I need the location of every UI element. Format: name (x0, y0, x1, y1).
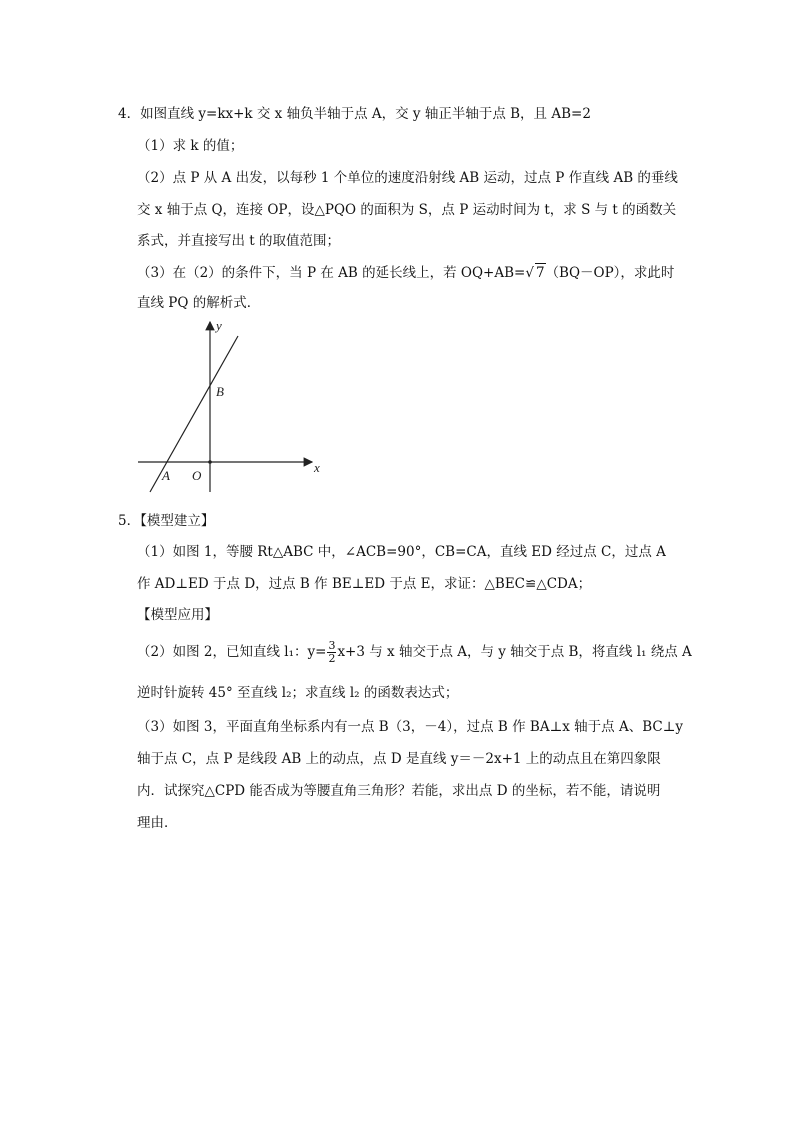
label-x: x (314, 460, 320, 475)
problem5-part1-line1: （1）如图 1，等腰 Rt△ABC 中，∠ACB=90°，CB=CA，直线 ED 经过点 C，过点 A (137, 544, 666, 560)
problem5-part2-line2: 逆时针旋转 45° 至直线 l₂；求直线 l₂ 的函数表达式； (137, 685, 459, 701)
problem4-part2-line3: 系式，并直接写出 t 的取值范围； (137, 233, 341, 249)
label-B: B (216, 384, 224, 399)
problem4-part3-pre: （3）在（2）的条件下，当 P 在 AB 的延长线上，若 OQ+AB= (137, 265, 526, 281)
problem4-part3-post: （BQ－OP），求此时 (545, 265, 675, 281)
problem4-stem: 4．如图直线 y=kx+k 交 x 轴负半轴于点 A，交 y 轴正半轴于点 B，且 AB=2 (118, 106, 591, 122)
problem5-part2-post: x+3 与 x 轴交于点 A，与 y 轴交于点 B，将直线 l₁ 绕点 A (337, 644, 692, 660)
fraction-numerator: 3 (328, 639, 336, 652)
problem5-part3-line1: （3）如图 3，平面直角坐标系内有一点 B（3，－4），过点 B 作 BA⊥x 轴于点 A、BC⊥y (137, 719, 684, 735)
problem4-part3-line2: 直线 PQ 的解析式． (137, 295, 261, 311)
sqrt-symbol: √ (525, 265, 534, 281)
fraction (327, 640, 336, 665)
problem4-part2-line1: （2）点 P 从 A 出发，以每秒 1 个单位的速度沿射线 AB 运动，过点 P 作直线 AB 的垂线 (137, 170, 678, 186)
label-A: A (162, 468, 170, 483)
problem4-part3-sqrt: 7 (535, 265, 545, 281)
problem5-part1-line2: 作 AD⊥ED 于点 D，过点 B 作 BE⊥ED 于点 E，求证：△BEC≌△CDA； (137, 576, 592, 592)
problem5-part3-line4: 理由． (137, 815, 178, 831)
problem4-figure (130, 312, 330, 498)
problem5-part3-line2: 轴于点 C，点 P 是线段 AB 上的动点，点 D 是直线 y＝－2x+1 上的动点且在第四象限 (137, 751, 661, 767)
problem5-section2-title: 【模型应用】 (137, 607, 218, 623)
problem4-part2-line2: 交 x 轴于点 Q，连接 OP，设△PQO 的面积为 S，点 P 运动时间为 t，求 S 与 t 的函数关 (137, 202, 677, 218)
problem4-part3-line1 (137, 263, 674, 282)
problem5-part2-pre: （2）如图 2，已知直线 l₁：y= (137, 644, 327, 660)
problem5-title: 5．【模型建立】 (118, 513, 215, 529)
problem5-part2-line1 (137, 640, 692, 665)
label-y: y (216, 318, 222, 333)
problem4-part1: （1）求 k 的值； (137, 138, 244, 154)
problem5-part3-line3: 内．试探究△CPD 能否成为等腰直角三角形？若能，求出点 D 的坐标，若不能，请说明 (137, 783, 661, 799)
fraction-denominator: 2 (328, 652, 336, 665)
label-O: O (192, 468, 202, 483)
origin-point (208, 460, 212, 464)
